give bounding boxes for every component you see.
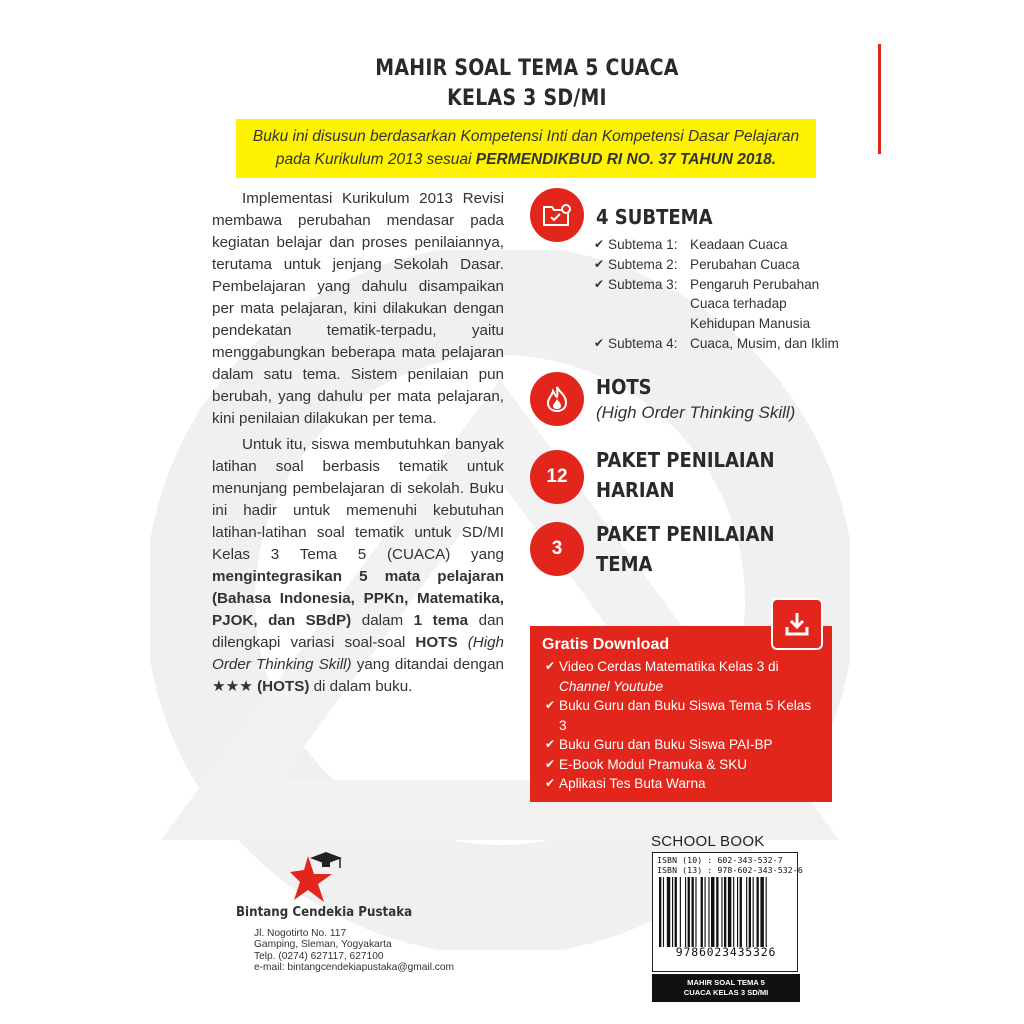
check-icon: ✔ (545, 698, 556, 712)
hots-subtitle: (High Order Thinking Skill) (596, 403, 796, 422)
paragraph-2: Untuk itu, siswa membutuhkan banyak latihan soal berbasis tematik untuk menunjang pembelajaran di sekolah. Buku ini hadir untuk memenuhi kebutuhan latihan-latihan soal tematik untuk SD/MI Kelas 3 Tema 5 (CUACA) yang mengintegrasikan 5 mata pelajaran (Bahasa Indonesia, PPKn, Matematika, PJOK, dan SBdP) dalam 1 tema dan dilengkapi variasi soal-soal HOTS (High Order Thinking Skill) yang ditandai dengan ★★★ (HOTS) di dalam buku. (212, 436, 505, 695)
harian-title-line1: PAKET PENILAIAN (596, 448, 775, 472)
download-icon (771, 598, 823, 650)
check-icon: ✔ (545, 756, 556, 771)
check-icon: ✔ (594, 256, 605, 271)
list-item: ✔ Buku Guru dan Buku Siswa PAI-BP (542, 735, 820, 755)
barcode-title-label: MAHIR SOAL TEMA 5 CUACA KELAS 3 SD/MI (652, 974, 800, 1002)
book-title: MAHIR SOAL TEMA 5 CUACA (375, 56, 679, 81)
gratis-title: Gratis Download (542, 636, 670, 653)
subtema-title: 4 SUBTEMA (596, 205, 713, 229)
isbn10-text: ISBN (10) : 602-343-532-7 (657, 855, 783, 865)
list-item: ✔ Subtema 1: Keadaan Cuaca (594, 235, 874, 255)
publisher-address: Jl. Nogotirto No. 117 Gamping, Sleman, Yogyakarta Telp. (0274) 627117, 627100 e-mail: bintangcendekiapustaka@gmail.com (254, 928, 455, 974)
barcode (659, 877, 793, 947)
list-item: ✔ E-Book Modul Pramuka & SKU (542, 755, 820, 775)
hots-title: HOTS (596, 375, 652, 399)
description-text (212, 188, 504, 698)
list-item: ✔ Buku Guru dan Buku Siswa Tema 5 Kelas 3 (545, 698, 812, 733)
check-icon: ✔ (594, 237, 605, 251)
list-item: ✔ Video Cerdas Matematika Kelas 3 di Channel Youtube (545, 659, 779, 694)
school-book-label: SCHOOL BOOK (651, 833, 765, 850)
check-icon: ✔ (545, 737, 556, 751)
check-icon: ✔ (594, 335, 605, 350)
harian-count-badge: 12 (530, 450, 584, 504)
tema-title-line2: TEMA (596, 552, 653, 576)
barcode-number: 9786023435326 (675, 945, 777, 959)
curriculum-banner: Buku ini disusun berdasarkan Kompetensi Inti dan Kompetensi Dasar Pelajaran pada Kurikulum 2013 sesuai PERMENDIKBUD RI NO. 37 TAHUN 2018. (236, 119, 816, 178)
check-icon: ✔ (545, 659, 556, 673)
subtema-list (594, 235, 874, 354)
folder-check-icon (530, 188, 584, 242)
graduation-star-logo (290, 848, 346, 904)
list-item: ✔ Subtema 4: Cuaca, Musim, dan Iklim (594, 334, 874, 354)
check-icon: ✔ (594, 276, 605, 291)
gratis-list (542, 657, 820, 794)
isbn-box (652, 852, 803, 972)
tema-title-line1: PAKET PENILAIAN (596, 522, 775, 546)
fire-icon (530, 372, 584, 426)
tema-count-badge: 3 (530, 522, 584, 576)
list-item: ✔ Subtema 2: Perubahan Cuaca (594, 255, 874, 275)
gratis-download-box (530, 626, 832, 802)
publisher-name: Bintang Cendekia Pustaka (236, 904, 413, 920)
harian-title-line2: HARIAN (596, 478, 675, 502)
book-subtitle: KELAS 3 SD/MI (447, 86, 607, 111)
list-item: ✔ Subtema 3: Pengaruh Perubahan Cuaca terhadap Kehidupan Manusia (594, 276, 820, 332)
paragraph-1: Implementasi Kurikulum 2013 Revisi membawa perubahan mendasar pada kegiatan belajar dan proses penilaiannya, terutama untuk jenjang Sekolah Dasar. Pembelajaran yang dahulu disampaikan per mata pelajaran, kini dilakukan dengan pendekatan tematik-terpadu, yaitu menggabungkan beberapa mata pelajaran dalam satu tema. Sistem penilaian pun berubah, yang dahulu per mata pelajaran, kini penilaian dilakukan per tema. (212, 190, 504, 427)
list-item: ✔ Aplikasi Tes Buta Warna (542, 774, 820, 794)
check-icon: ✔ (545, 776, 556, 790)
isbn13-text: ISBN (13) : 978-602-343-532-6 (657, 865, 803, 875)
